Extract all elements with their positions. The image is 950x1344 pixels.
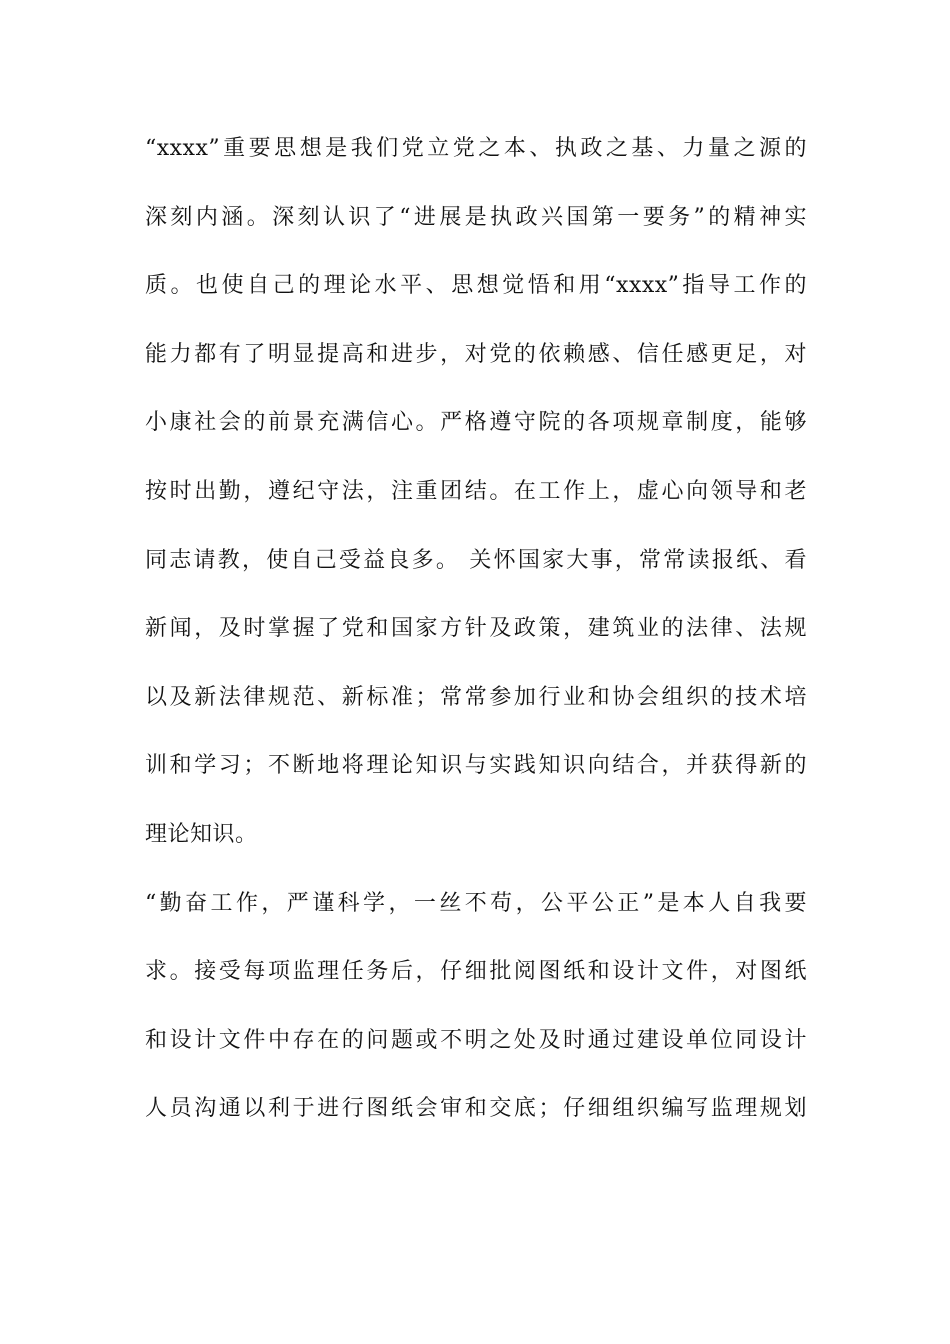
document-body bbox=[145, 131, 807, 1160]
paragraph-1-line-9: 以及新法律规范、新标准；常常参加行业和协会组织的技术培 bbox=[145, 684, 807, 710]
paragraph-1-line-3: 质。也使自己的理论水平、思想觉悟和用“xxxx”指导工作的 bbox=[145, 273, 807, 299]
paragraph-1-line-11: 理论知识。 bbox=[145, 821, 258, 847]
paragraph-2-line-3: 和设计文件中存在的问题或不明之处及时通过建设单位同设计 bbox=[145, 1027, 807, 1053]
paragraph-1-line-1: “xxxx”重要思想是我们党立党之本、执政之基、力量之源的 bbox=[145, 136, 807, 161]
paragraph-1-line-4: 能力都有了明显提高和进步，对党的依赖感、信任感更足，对 bbox=[145, 341, 807, 367]
paragraph-1-line-10: 训和学习；不断地将理论知识与实践知识向结合，并获得新的 bbox=[145, 753, 807, 779]
paragraph-1-line-5: 小康社会的前景充满信心。严格遵守院的各项规章制度，能够 bbox=[145, 410, 807, 436]
paragraph-1-line-2: 深刻内涵。深刻认识了“进展是执政兴国第一要务”的精神实 bbox=[145, 204, 807, 230]
paragraph-2-line-2: 求。接受每项监理任务后，仔细批阅图纸和设计文件，对图纸 bbox=[145, 959, 807, 985]
paragraph-2-line-1: “勤奋工作，严谨科学，一丝不苟，公平公正”是本人自我要 bbox=[145, 890, 807, 916]
paragraph-1-line-7: 同志请教，使自己受益良多。 关怀国家大事，常常读报纸、看 bbox=[145, 547, 807, 573]
paragraph-2-line-4: 人员沟通以利于进行图纸会审和交底；仔细组织编写监理规划 bbox=[145, 1096, 807, 1122]
paragraph-1-line-6: 按时出勤，遵纪守法，注重团结。在工作上，虚心向领导和老 bbox=[145, 478, 807, 504]
paragraph-1-line-8: 新闻，及时掌握了党和国家方针及政策，建筑业的法律、法规 bbox=[145, 616, 807, 642]
